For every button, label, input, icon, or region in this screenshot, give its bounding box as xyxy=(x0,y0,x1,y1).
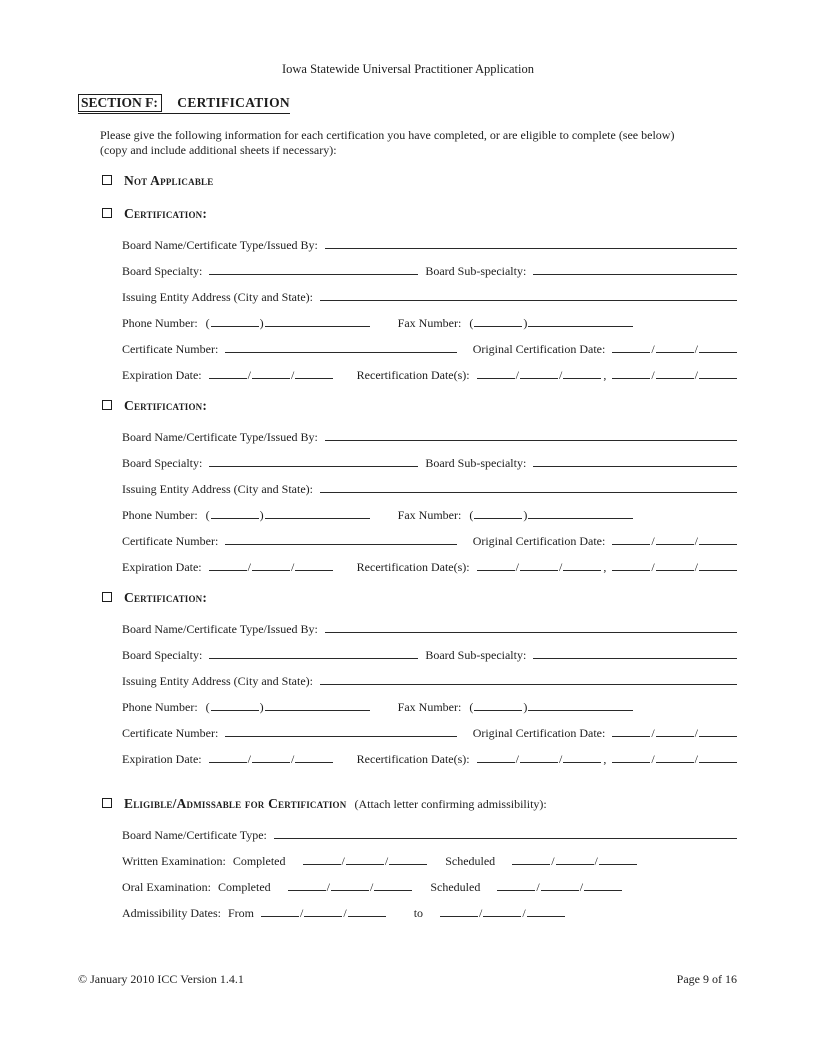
board-sub-specialty-fill-line[interactable] xyxy=(533,456,737,467)
date-day-fill[interactable] xyxy=(541,880,579,891)
issuing-address-fill-line[interactable] xyxy=(320,482,737,493)
fax-area-code-fill[interactable] xyxy=(474,700,522,711)
expiration-date-label: Expiration Date: xyxy=(122,368,202,382)
date-slash: / xyxy=(651,726,655,740)
date-year-fill[interactable] xyxy=(699,560,737,571)
phone-area-code-fill[interactable] xyxy=(211,508,259,519)
expiration-recert-row xyxy=(122,368,737,381)
date-year-fill[interactable] xyxy=(389,854,427,865)
issuing-address-row xyxy=(122,482,737,495)
recert-date-fields-1 xyxy=(477,752,602,765)
issuing-address-fill-line[interactable] xyxy=(320,290,737,301)
original-cert-date-group xyxy=(473,342,737,355)
date-year-fill[interactable] xyxy=(527,906,565,917)
footer-page-number: Page 9 of 16 xyxy=(676,972,737,986)
board-specialty-label: Board Specialty: xyxy=(122,264,203,278)
certificate-number-row xyxy=(122,726,737,739)
date-month-fill[interactable] xyxy=(261,906,299,917)
certificate-number-row xyxy=(122,342,737,355)
board-specialty-row xyxy=(122,264,737,277)
recert-date-fields-2 xyxy=(612,368,737,381)
oral-completed-label: Completed xyxy=(217,880,271,894)
recert-date-fields-2 xyxy=(612,752,737,765)
date-day-fill[interactable] xyxy=(252,560,290,571)
phone-close-paren: ) xyxy=(259,700,264,714)
eligible-fields xyxy=(122,828,737,919)
date-month-fill[interactable] xyxy=(303,854,341,865)
date-day-fill[interactable] xyxy=(556,854,594,865)
instructions-line1: Please give the following information for each certification you have completed, or are eligible to complete (see below) xyxy=(100,128,675,142)
board-specialty-label: Board Specialty: xyxy=(122,456,203,470)
certificate-number-label: Certificate Number: xyxy=(122,342,219,356)
eligible-board-name-label: Board Name/Certificate Type: xyxy=(122,828,267,842)
eligible-checkbox[interactable] xyxy=(102,798,112,808)
written-completed-date-fields xyxy=(303,854,428,867)
admissibility-dates-label: Admissibility Dates: xyxy=(122,906,221,920)
board-name-fill-line[interactable] xyxy=(325,238,737,249)
date-month-fill[interactable] xyxy=(612,368,650,379)
certificate-number-label: Certificate Number: xyxy=(122,726,219,740)
date-month-fill[interactable] xyxy=(440,906,478,917)
fax-area-code-fill[interactable] xyxy=(474,508,522,519)
certification-heading-row xyxy=(102,590,816,606)
date-day-fill[interactable] xyxy=(520,752,558,763)
date-month-fill[interactable] xyxy=(612,342,650,353)
footer-version: © January 2010 ICC Version 1.4.1 xyxy=(78,972,244,986)
date-slash: / xyxy=(479,906,483,920)
date-slash: / xyxy=(694,726,698,740)
date-month-fill[interactable] xyxy=(477,368,515,379)
date-slash: / xyxy=(651,752,655,766)
date-month-fill[interactable] xyxy=(612,534,650,545)
date-day-fill[interactable] xyxy=(520,560,558,571)
fax-label: Fax Number: xyxy=(397,700,462,714)
recert-dates-label: Recertification Date(s): xyxy=(356,752,470,766)
date-slash: / xyxy=(558,752,563,766)
date-slash: / xyxy=(326,880,330,894)
original-cert-date-label: Original Certification Date: xyxy=(472,534,606,548)
date-slash: / xyxy=(558,368,563,382)
date-slash: / xyxy=(290,752,295,766)
issuing-address-label: Issuing Entity Address (City and State): xyxy=(122,674,313,688)
date-year-fill[interactable] xyxy=(563,368,601,379)
certificate-number-label: Certificate Number: xyxy=(122,534,219,548)
not-applicable-row xyxy=(102,173,816,189)
date-month-fill[interactable] xyxy=(477,752,515,763)
date-slash: / xyxy=(694,752,698,766)
date-day-fill[interactable] xyxy=(656,534,694,545)
date-slash: / xyxy=(341,854,345,868)
date-day-fill[interactable] xyxy=(656,342,694,353)
expiration-date-label: Expiration Date: xyxy=(122,752,202,766)
written-scheduled-label: Scheduled xyxy=(445,854,496,868)
page-footer xyxy=(78,972,737,987)
date-day-fill[interactable] xyxy=(656,368,694,379)
written-completed-label: Completed xyxy=(232,854,286,868)
phone-open-paren: ( xyxy=(205,316,210,330)
fax-label: Fax Number: xyxy=(397,508,462,522)
fax-close-paren: ) xyxy=(523,700,528,714)
date-comma: , xyxy=(603,752,607,766)
date-day-fill[interactable] xyxy=(483,906,521,917)
recert-dates-group xyxy=(357,560,737,573)
board-specialty-row xyxy=(122,456,737,469)
date-slash: / xyxy=(515,560,519,574)
date-day-fill[interactable] xyxy=(252,368,290,379)
phone-fax-row xyxy=(122,508,737,521)
phone-open-paren: ( xyxy=(205,508,210,522)
admissibility-to-date-fields xyxy=(440,906,565,919)
expiration-recert-row xyxy=(122,752,737,765)
fax-number-fill[interactable] xyxy=(528,700,633,711)
issuing-address-row xyxy=(122,290,737,303)
issuing-address-fill-line[interactable] xyxy=(320,674,737,685)
board-name-row xyxy=(122,238,737,251)
date-slash: / xyxy=(247,752,251,766)
date-slash: / xyxy=(694,368,698,382)
certification-heading-label: Certification: xyxy=(124,206,208,221)
board-specialty-fill-line[interactable] xyxy=(209,456,418,467)
phone-area-code-fill[interactable] xyxy=(211,700,259,711)
date-slash: / xyxy=(247,368,251,382)
date-year-fill[interactable] xyxy=(348,906,386,917)
certification-blocks xyxy=(0,206,816,765)
certification-fields xyxy=(122,238,737,381)
fax-open-paren: ( xyxy=(469,316,474,330)
date-day-fill[interactable] xyxy=(656,752,694,763)
date-day-fill[interactable] xyxy=(346,854,384,865)
date-year-fill[interactable] xyxy=(699,752,737,763)
date-month-fill[interactable] xyxy=(288,880,326,891)
date-slash: / xyxy=(290,368,295,382)
phone-label: Phone Number: xyxy=(122,700,198,714)
board-specialty-fill-line[interactable] xyxy=(209,264,418,275)
date-year-fill[interactable] xyxy=(699,534,737,545)
board-name-label: Board Name/Certificate Type/Issued By: xyxy=(122,430,318,444)
phone-area-code-fill[interactable] xyxy=(211,316,259,327)
certification-checkbox[interactable] xyxy=(102,400,112,410)
board-specialty-label: Board Specialty: xyxy=(122,648,203,662)
phone-close-paren: ) xyxy=(259,316,264,330)
phone-fax-row xyxy=(122,700,737,713)
recert-date-fields-1 xyxy=(477,560,602,573)
date-day-fill[interactable] xyxy=(656,560,694,571)
date-month-fill[interactable] xyxy=(209,752,247,763)
date-comma: , xyxy=(603,560,607,574)
certification-block xyxy=(0,398,816,573)
original-cert-date-fields xyxy=(612,726,737,739)
certificate-number-fill[interactable] xyxy=(225,342,457,353)
date-month-fill[interactable] xyxy=(612,560,650,571)
admissibility-to-label: to xyxy=(413,906,424,920)
date-slash: / xyxy=(651,534,655,548)
certificate-number-row xyxy=(122,534,737,547)
date-month-fill[interactable] xyxy=(512,854,550,865)
expiration-date-label: Expiration Date: xyxy=(122,560,202,574)
certificate-number-fill[interactable] xyxy=(225,726,457,737)
date-year-fill[interactable] xyxy=(295,752,333,763)
admissibility-from-date-fields xyxy=(261,906,386,919)
date-slash: / xyxy=(651,342,655,356)
recert-dates-group xyxy=(357,368,737,381)
eligible-board-name-fill[interactable] xyxy=(274,828,737,839)
issuing-address-row xyxy=(122,674,737,687)
certification-heading-label: Certification: xyxy=(124,590,208,605)
eligible-board-name-row xyxy=(122,828,737,841)
board-name-row xyxy=(122,430,737,443)
certification-block xyxy=(0,206,816,381)
page-title: Iowa Statewide Universal Practitioner Application xyxy=(281,62,534,76)
date-year-fill[interactable] xyxy=(295,560,333,571)
certification-heading-row xyxy=(102,398,816,414)
phone-number-fill[interactable] xyxy=(265,316,370,327)
certification-heading-label: Certification: xyxy=(124,398,208,413)
fax-number-fill[interactable] xyxy=(528,316,633,327)
section-label: SECTION F: xyxy=(78,94,162,112)
certification-block xyxy=(0,590,816,765)
issuing-address-label: Issuing Entity Address (City and State): xyxy=(122,482,313,496)
fax-close-paren: ) xyxy=(523,316,528,330)
fax-area-code-fill[interactable] xyxy=(474,316,522,327)
date-slash: / xyxy=(694,534,698,548)
date-month-fill[interactable] xyxy=(209,368,247,379)
admissibility-dates-row xyxy=(122,906,737,919)
original-cert-date-group xyxy=(473,534,737,547)
eligible-heading-label: Eligible/Admissable for Certification xyxy=(124,796,347,811)
date-slash: / xyxy=(515,368,519,382)
board-sub-specialty-fill-line[interactable] xyxy=(533,264,737,275)
date-slash: / xyxy=(247,560,251,574)
written-scheduled-date-fields xyxy=(512,854,637,867)
phone-fax-row xyxy=(122,316,737,329)
fax-number-fill[interactable] xyxy=(528,508,633,519)
date-day-fill[interactable] xyxy=(656,726,694,737)
date-slash: / xyxy=(384,854,389,868)
date-year-fill[interactable] xyxy=(699,726,737,737)
certification-fields xyxy=(122,622,737,765)
date-slash: / xyxy=(536,880,540,894)
date-slash: / xyxy=(522,906,526,920)
date-month-fill[interactable] xyxy=(612,726,650,737)
oral-exam-row xyxy=(122,880,737,893)
phone-number-fill[interactable] xyxy=(265,508,370,519)
certification-fields xyxy=(122,430,737,573)
recert-date-fields-2 xyxy=(612,560,737,573)
certification-heading-row xyxy=(102,206,816,222)
eligible-heading-note: (Attach letter confirming admissibility): xyxy=(354,797,547,811)
date-slash: / xyxy=(551,854,555,868)
fax-open-paren: ( xyxy=(469,508,474,522)
board-sub-specialty-fill-line[interactable] xyxy=(533,648,737,659)
original-cert-date-fields xyxy=(612,342,737,355)
date-year-fill[interactable] xyxy=(563,752,601,763)
date-year-fill[interactable] xyxy=(599,854,637,865)
board-specialty-row xyxy=(122,648,737,661)
original-cert-date-fields xyxy=(612,534,737,547)
certification-checkbox[interactable] xyxy=(102,208,112,218)
oral-scheduled-label: Scheduled xyxy=(430,880,481,894)
eligible-block xyxy=(0,796,816,919)
board-sub-specialty-label: Board Sub-specialty: xyxy=(425,648,527,662)
date-slash: / xyxy=(694,342,698,356)
section-heading xyxy=(78,95,816,114)
board-name-fill-line[interactable] xyxy=(325,622,737,633)
phone-label: Phone Number: xyxy=(122,316,198,330)
original-cert-date-label: Original Certification Date: xyxy=(472,342,606,356)
certificate-number-fill[interactable] xyxy=(225,534,457,545)
date-slash: / xyxy=(651,560,655,574)
recert-dates-label: Recertification Date(s): xyxy=(356,368,470,382)
date-month-fill[interactable] xyxy=(497,880,535,891)
date-day-fill[interactable] xyxy=(331,880,369,891)
board-sub-specialty-label: Board Sub-specialty: xyxy=(425,264,527,278)
date-year-fill[interactable] xyxy=(563,560,601,571)
expiration-recert-row xyxy=(122,560,737,573)
date-slash: / xyxy=(651,368,655,382)
section-title: CERTIFICATION xyxy=(177,95,290,110)
oral-exam-label: Oral Examination: xyxy=(122,880,211,894)
instructions-line2: (copy and include additional sheets if necessary): xyxy=(100,142,337,157)
board-name-label: Board Name/Certificate Type/Issued By: xyxy=(122,622,318,636)
phone-label: Phone Number: xyxy=(122,508,198,522)
date-day-fill[interactable] xyxy=(520,368,558,379)
section-heading-underline xyxy=(78,95,290,114)
date-month-fill[interactable] xyxy=(209,560,247,571)
date-slash: / xyxy=(370,880,374,894)
date-slash: / xyxy=(290,560,295,574)
date-comma: , xyxy=(603,368,607,382)
date-year-fill[interactable] xyxy=(584,880,622,891)
instructions xyxy=(100,128,736,157)
fax-open-paren: ( xyxy=(469,700,474,714)
recert-dates-group xyxy=(357,752,737,765)
date-slash: / xyxy=(558,560,563,574)
date-year-fill[interactable] xyxy=(699,342,737,353)
date-day-fill[interactable] xyxy=(304,906,342,917)
date-slash: / xyxy=(594,854,598,868)
written-exam-label: Written Examination: xyxy=(122,854,226,868)
board-name-label: Board Name/Certificate Type/Issued By: xyxy=(122,238,318,252)
date-slash: / xyxy=(579,880,584,894)
oral-completed-date-fields xyxy=(288,880,413,893)
oral-scheduled-date-fields xyxy=(497,880,622,893)
date-year-fill[interactable] xyxy=(295,368,333,379)
phone-open-paren: ( xyxy=(205,700,210,714)
fax-close-paren: ) xyxy=(523,508,528,522)
date-year-fill[interactable] xyxy=(374,880,412,891)
board-name-row xyxy=(122,622,737,635)
date-slash: / xyxy=(694,560,698,574)
certification-checkbox[interactable] xyxy=(102,592,112,602)
board-sub-specialty-label: Board Sub-specialty: xyxy=(425,456,527,470)
admissibility-from-label: From xyxy=(228,906,255,920)
board-name-fill-line[interactable] xyxy=(325,430,737,441)
date-slash: / xyxy=(515,752,519,766)
eligible-heading-row xyxy=(102,796,816,812)
date-month-fill[interactable] xyxy=(612,752,650,763)
original-cert-date-label: Original Certification Date: xyxy=(472,726,606,740)
recert-date-fields-1 xyxy=(477,368,602,381)
expiration-date-fields xyxy=(209,368,334,381)
not-applicable-checkbox[interactable] xyxy=(102,175,112,185)
date-month-fill[interactable] xyxy=(477,560,515,571)
recert-dates-label: Recertification Date(s): xyxy=(356,560,470,574)
date-slash: / xyxy=(300,906,304,920)
phone-close-paren: ) xyxy=(259,508,264,522)
issuing-address-label: Issuing Entity Address (City and State): xyxy=(122,290,313,304)
not-applicable-label: Not Applicable xyxy=(124,173,214,188)
board-specialty-fill-line[interactable] xyxy=(209,648,418,659)
phone-number-fill[interactable] xyxy=(265,700,370,711)
expiration-date-fields xyxy=(209,560,334,573)
date-slash: / xyxy=(343,906,347,920)
expiration-date-fields xyxy=(209,752,334,765)
original-cert-date-group xyxy=(473,726,737,739)
fax-label: Fax Number: xyxy=(397,316,462,330)
date-day-fill[interactable] xyxy=(252,752,290,763)
written-exam-row xyxy=(122,854,737,867)
date-year-fill[interactable] xyxy=(699,368,737,379)
